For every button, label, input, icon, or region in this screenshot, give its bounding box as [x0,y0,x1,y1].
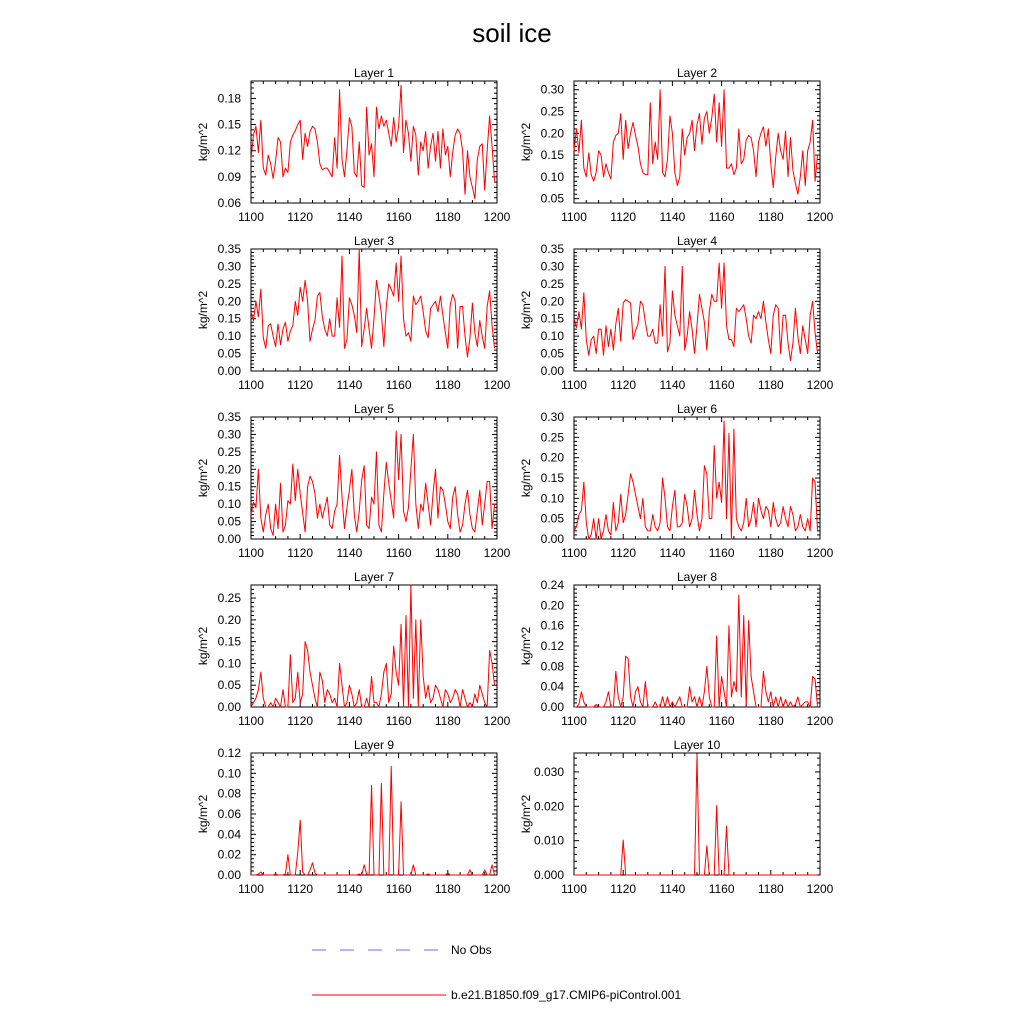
y-tick-label: 0.35 [217,410,241,424]
x-tick-label: 1100 [238,210,264,224]
x-tick-label: 1140 [659,882,686,896]
legend-no-obs-label: No Obs [451,943,492,957]
y-tick-label: 0.030 [533,764,564,779]
panel-title-layer-6: Layer 6 [676,402,718,416]
y-tick-label: 0.10 [540,169,564,184]
y-tick-label: 0.25 [217,276,241,291]
panel-title-layer-1: Layer 1 [353,66,395,80]
series-line-layer-6 [574,421,818,539]
y-tick-label: 0.10 [217,497,241,512]
x-tick-label: 1100 [561,210,587,224]
x-tick-label: 1100 [238,714,264,728]
plot-frame [574,249,820,371]
panel-layer-10 [519,738,834,896]
x-tick-label: 1120 [610,546,637,560]
x-tick-label: 1160 [708,378,735,392]
x-tick-label: 1200 [483,378,511,392]
x-tick-label: 1180 [434,714,461,728]
y-axis-label: kg/m^2 [519,122,533,162]
y-tick-label: 0.15 [217,634,241,649]
y-tick-label: 0.12 [217,143,241,158]
x-tick-label: 1160 [385,210,412,224]
y-tick-label: 0.30 [540,82,564,97]
plot-frame [251,417,497,539]
y-tick-label: 0.10 [217,766,241,781]
x-tick-label: 1180 [434,546,461,560]
x-tick-label: 1160 [708,714,735,728]
x-tick-label: 1200 [806,714,834,728]
y-tick-label: 0.00 [540,700,564,714]
x-tick-label: 1120 [287,882,314,896]
x-tick-label: 1180 [757,210,784,224]
x-tick-label: 1140 [336,378,363,392]
x-tick-label: 1120 [287,714,314,728]
y-tick-label: 0.08 [217,786,241,801]
x-tick-label: 1140 [336,546,363,560]
y-tick-label: 0.12 [217,746,241,760]
y-tick-label: 0.05 [540,346,564,361]
panel-title-layer-4: Layer 4 [676,234,718,248]
panel-layer-7 [196,570,511,728]
y-axis-label: kg/m^2 [519,794,533,834]
y-tick-label: 0.020 [533,799,564,814]
x-tick-label: 1180 [757,546,784,560]
y-tick-label: 0.15 [540,471,564,485]
y-tick-label: 0.20 [540,450,564,465]
y-axis-label: kg/m^2 [196,794,210,834]
y-tick-label: 0.20 [540,126,564,141]
x-tick-label: 1100 [561,546,587,560]
x-tick-label: 1160 [385,714,412,728]
x-tick-label: 1120 [287,210,314,224]
panel-layer-3 [196,234,511,392]
y-tick-label: 0.30 [217,427,241,442]
x-tick-label: 1140 [659,378,686,392]
panel-title-layer-9: Layer 9 [353,738,395,752]
y-tick-label: 0.05 [217,514,241,529]
panel-title-layer-7: Layer 7 [353,570,395,584]
y-tick-label: 0.24 [540,578,564,592]
y-tick-label: 0.06 [217,807,241,821]
series-line-layer-7 [251,585,495,707]
x-tick-label: 1120 [287,378,314,392]
x-tick-label: 1100 [561,378,587,392]
y-tick-label: 0.00 [217,868,241,882]
x-tick-label: 1160 [708,882,735,896]
y-tick-label: 0.20 [217,612,241,627]
series-line-layer-10 [574,755,818,875]
x-tick-label: 1120 [610,882,637,896]
x-tick-label: 1200 [483,714,511,728]
x-tick-label: 1100 [561,714,587,728]
panel-title-layer-2: Layer 2 [676,66,718,80]
panel-title-layer-3: Layer 3 [353,234,395,248]
y-tick-label: 0.25 [540,430,564,445]
y-tick-label: 0.00 [217,532,241,546]
y-axis-label: kg/m^2 [196,290,210,330]
x-tick-label: 1180 [434,378,461,392]
x-tick-label: 1160 [385,378,412,392]
y-tick-label: 0.09 [217,169,241,184]
series-line-layer-3 [251,249,495,357]
y-tick-label: 0.10 [540,491,564,506]
panel-layer-1 [196,66,511,224]
y-tick-label: 0.15 [217,117,241,132]
y-tick-label: 0.16 [540,618,564,633]
panel-title-layer-10: Layer 10 [673,738,721,752]
y-tick-label: 0.05 [540,191,564,206]
series-line-layer-9 [251,766,495,875]
x-tick-label: 1140 [336,714,363,728]
y-tick-label: 0.05 [540,511,564,526]
x-tick-label: 1100 [238,546,264,560]
y-axis-label: kg/m^2 [519,626,533,666]
x-tick-label: 1180 [757,378,784,392]
legend [312,943,681,1002]
x-tick-label: 1140 [336,210,363,224]
panel-title-layer-5: Layer 5 [353,402,395,416]
x-tick-label: 1200 [483,546,511,560]
x-tick-label: 1160 [385,546,412,560]
panels-group [196,66,834,896]
x-tick-label: 1120 [610,210,637,224]
y-tick-label: 0.12 [540,639,564,653]
panel-title-layer-8: Layer 8 [676,570,718,584]
x-tick-label: 1160 [708,210,735,224]
y-tick-label: 0.05 [217,346,241,361]
y-tick-label: 0.010 [533,833,564,848]
y-axis-label: kg/m^2 [196,626,210,666]
x-tick-label: 1180 [757,714,784,728]
panel-layer-5 [196,402,511,560]
y-tick-label: 0.02 [217,847,241,862]
y-tick-label: 0.00 [217,364,241,378]
y-tick-label: 0.18 [217,91,241,106]
y-tick-label: 0.08 [540,659,564,674]
y-tick-label: 0.00 [540,364,564,378]
y-axis-label: kg/m^2 [519,458,533,498]
x-tick-label: 1140 [659,714,686,728]
y-axis-label: kg/m^2 [519,290,533,330]
x-tick-label: 1120 [610,714,637,728]
y-tick-label: 0.30 [217,259,241,274]
y-tick-label: 0.30 [540,410,564,424]
y-tick-label: 0.10 [217,329,241,344]
y-tick-label: 0.25 [217,444,241,459]
x-tick-label: 1140 [659,210,686,224]
y-tick-label: 0.20 [540,598,564,613]
y-tick-label: 0.20 [217,462,241,477]
panel-layer-6 [519,402,834,560]
y-tick-label: 0.20 [540,294,564,309]
y-tick-label: 0.15 [217,479,241,494]
x-tick-label: 1180 [434,210,461,224]
y-tick-label: 0.00 [217,700,241,714]
x-tick-label: 1200 [806,378,834,392]
y-tick-label: 0.25 [540,276,564,291]
x-tick-label: 1180 [434,882,461,896]
panel-layer-2 [519,66,834,224]
x-tick-label: 1200 [806,882,834,896]
plot-frame [251,81,497,203]
plot-frame [574,585,820,707]
y-tick-label: 0.04 [217,827,241,842]
x-tick-label: 1140 [336,882,363,896]
plot-frame [574,81,820,203]
y-tick-label: 0.10 [540,329,564,344]
x-tick-label: 1100 [238,378,264,392]
figure-title: soil ice [472,18,552,48]
y-tick-label: 0.00 [540,532,564,546]
x-tick-label: 1200 [483,210,511,224]
x-tick-label: 1200 [806,546,834,560]
x-tick-label: 1180 [757,882,784,896]
y-tick-label: 0.15 [540,311,564,326]
panel-layer-4 [519,234,834,392]
y-axis-label: kg/m^2 [196,122,210,162]
series-line-layer-2 [574,90,818,195]
series-line-layer-1 [251,85,495,198]
x-tick-label: 1120 [610,378,637,392]
x-tick-label: 1120 [287,546,314,560]
y-tick-label: 0.35 [217,242,241,256]
y-tick-label: 0.04 [540,679,564,694]
series-line-layer-5 [251,431,495,536]
x-tick-label: 1100 [238,882,264,896]
y-tick-label: 0.35 [540,242,564,256]
y-tick-label: 0.06 [217,196,241,210]
legend-model-label: b.e21.B1850.f09_g17.CMIP6-piControl.001 [451,988,682,1002]
x-tick-label: 1200 [483,882,511,896]
y-axis-label: kg/m^2 [196,458,210,498]
x-tick-label: 1160 [385,882,412,896]
series-line-layer-4 [574,263,818,361]
x-tick-label: 1160 [708,546,735,560]
x-tick-label: 1100 [561,882,587,896]
y-tick-label: 0.000 [533,868,564,882]
y-tick-label: 0.25 [540,104,564,119]
y-tick-label: 0.25 [217,591,241,606]
y-tick-label: 0.15 [217,311,241,326]
series-line-layer-8 [574,595,818,707]
y-tick-label: 0.15 [540,148,564,163]
y-tick-label: 0.10 [217,656,241,671]
y-tick-label: 0.20 [217,294,241,309]
x-tick-label: 1200 [806,210,834,224]
x-tick-label: 1140 [659,546,686,560]
panel-layer-8 [519,570,834,728]
plot-frame [574,417,820,539]
panel-layer-9 [196,738,511,896]
y-tick-label: 0.05 [217,678,241,693]
plot-frame [251,585,497,707]
y-tick-label: 0.30 [540,259,564,274]
